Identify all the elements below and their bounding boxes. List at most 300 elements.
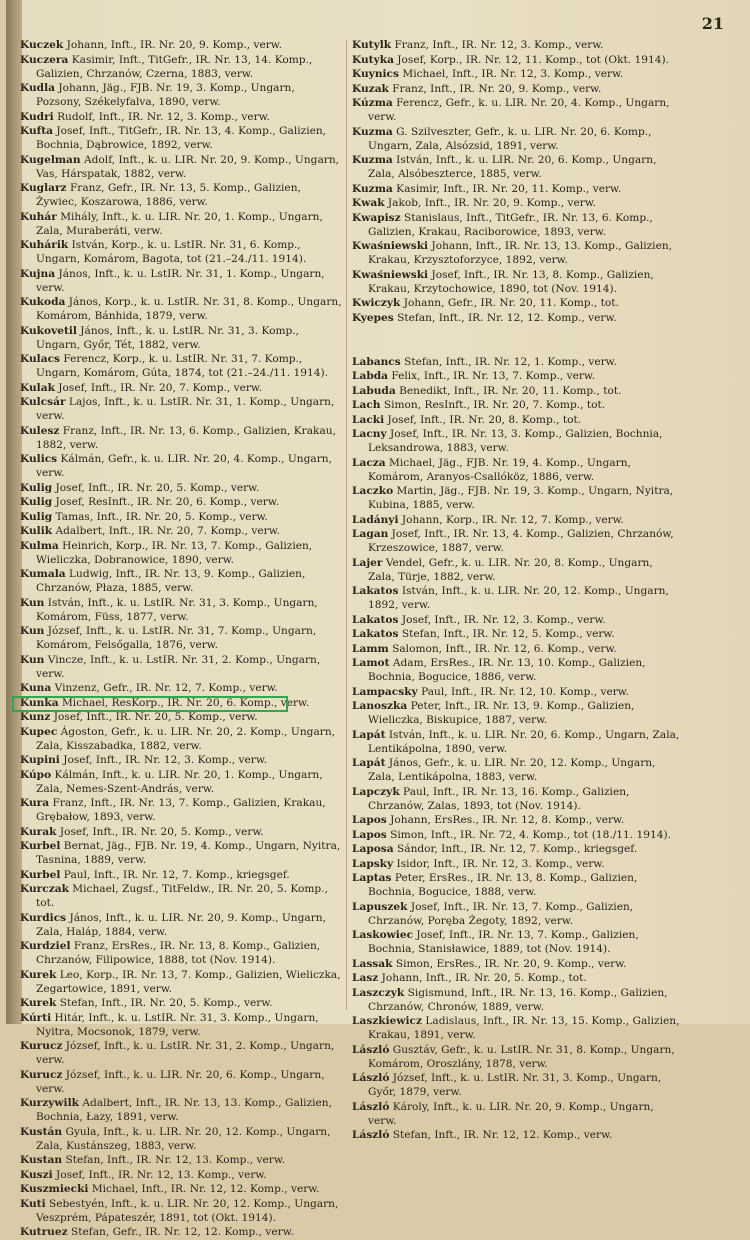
list-item	[352, 369, 680, 383]
entry-details: Johann, Jäg., FJB. Nr. 19, 3. Komp., Ungarn, Pozsony, Székelyfalva, 1890, verw.	[36, 82, 295, 108]
entry-details: Gusztáv, Gefr., k. u. LstIR. Nr. 31, 8. Komp., Ungarn, Komárom, Oroszlány, 1878, verw.	[368, 1043, 675, 1070]
list-item	[20, 267, 342, 295]
list-item	[352, 986, 680, 1014]
entry-details: Stefan, Inft., IR. Nr. 12, 5. Komp., verw.	[398, 628, 615, 640]
entry-surname: Kun	[20, 625, 45, 637]
list-item	[352, 96, 680, 124]
entry-details: Josef, Inft., TitGefr., IR. Nr. 13, 4. Komp., Galizien, Bochnia, Dąbrowice, 1892, verw.	[36, 125, 327, 151]
list-item	[352, 311, 680, 325]
entry-details: István, Inft., k. u. LIR. Nr. 20, 6. Komp., Ungarn, Zala, Alsóbeszterce, 1885, verw.	[368, 154, 657, 180]
list-item	[352, 1128, 680, 1142]
register-page	[6, 0, 750, 1238]
list-item	[352, 413, 680, 427]
list-item	[352, 296, 680, 310]
entry-surname: Lakatos	[352, 628, 399, 640]
entry-details: Peter, Inft., IR. Nr. 13, 9. Komp., Galizien, Wieliczka, Biskupice, 1887, verw.	[368, 700, 635, 726]
entry-details: Kálmán, Gefr., k. u. LIR. Nr. 20, 4. Komp., Ungarn, verw.	[36, 453, 332, 479]
list-item	[20, 1039, 342, 1067]
list-item	[352, 125, 680, 153]
entry-details: Vincze, Inft., k. u. LstIR. Nr. 31, 2. Komp., Ungarn, verw.	[36, 653, 321, 680]
entry-surname: Kuhárik	[20, 239, 69, 251]
entry-details: Martin, Jäg., FJB. Nr. 19, 3. Komp., Ungarn, Nyitra, Kubina, 1885, verw.	[368, 485, 674, 511]
entry-surname: Laszczyk	[352, 986, 405, 999]
list-item	[20, 510, 342, 524]
list-item	[20, 911, 342, 939]
entry-surname: Labda	[352, 370, 388, 382]
entry-details: Paul, Inft., IR. Nr. 13, 16. Komp., Galizien, Chrzanów, Zalas, 1893, tot (Nov. 1914).	[368, 785, 630, 812]
list-item	[20, 624, 342, 652]
entry-details: Vendel, Gefr., k. u. LIR. Nr. 20, 8. Komp., Ungarn, Zala, Türje, 1882, verw.	[368, 556, 653, 583]
entry-details: Josef, Inft., IR. Nr. 20, 5. Komp., verw.	[50, 711, 258, 723]
list-item	[352, 527, 680, 555]
entry-surname: Kulig	[20, 496, 53, 508]
entry-surname: Kutyka	[352, 53, 394, 66]
list-item	[352, 456, 680, 484]
entry-surname: Kustán	[20, 1125, 63, 1138]
entry-surname: Kulesz	[20, 424, 60, 437]
entry-surname: Kuna	[20, 682, 52, 694]
entry-surname: Kurucz	[20, 1040, 63, 1052]
entry-details: Stefan, Inft., IR. Nr. 12, 13. Komp., verw.	[62, 1154, 286, 1166]
entry-details: Heinrich, Korp., IR. Nr. 13, 7. Komp., Galizien, Wieliczka, Dobranowice, 1890, verw.	[36, 539, 313, 566]
list-item	[352, 268, 680, 296]
entry-details: Mihály, Inft., k. u. LIR. Nr. 20, 1. Komp., Ungarn, Zala, Muraberáti, verw.	[36, 210, 323, 237]
entry-surname: Kunka	[20, 696, 59, 709]
entry-details: Hitár, Inft., k. u. LstIR. Nr. 31, 3. Komp., Ungarn, Nyitra, Mocsonok, 1879, verw.	[36, 1011, 319, 1038]
entry-surname: Lapuszek	[352, 900, 408, 913]
list-item	[20, 1168, 342, 1182]
entry-surname: Labancs	[352, 355, 401, 368]
entry-details: Kasimir, Inft., TitGefr., IR. Nr. 13, 14. Komp., Galizien, Chrzanów, Czerna, 1883, verw.	[36, 53, 313, 80]
entry-details: Károly, Inft., k. u. LIR. Nr. 20, 9. Komp., Ungarn, verw.	[368, 1100, 654, 1127]
entry-surname: Kura	[20, 797, 50, 809]
entry-surname: László	[352, 1043, 390, 1056]
entry-surname: Lacny	[352, 428, 387, 440]
entry-details: Johann, Inft., IR. Nr. 20, 5. Komp., tot.	[378, 972, 587, 984]
entry-surname: Kurbel	[20, 840, 61, 852]
entry-surname: Kudri	[20, 110, 54, 123]
entry-details: János, Inft., k. u. LIR. Nr. 20, 9. Komp., Ungarn, Zala, Haláp, 1884, verw.	[36, 911, 326, 938]
entry-details: Gyula, Inft., k. u. LIR. Nr. 20, 12. Komp., Ungarn, Zala, Kustánszeg, 1883, verw.	[36, 1125, 331, 1152]
entry-surname: Kurczak	[20, 883, 69, 895]
list-item	[352, 728, 680, 756]
entry-details: Michael, ResKorp., IR. Nr. 20, 6. Komp., verw.	[58, 696, 310, 709]
entry-surname: Kuczek	[20, 39, 64, 51]
entry-details: Stefan, Inft., IR. Nr. 12, 12. Komp., verw.	[393, 311, 617, 324]
entry-details: Stefan, Gefr., IR. Nr. 12, 12. Komp., verw.	[67, 1226, 294, 1238]
list-item	[20, 295, 342, 323]
entry-details: István, Inft., k. u. LIR. Nr. 20, 12. Komp., Ungarn, 1892, verw.	[368, 585, 669, 611]
entry-surname: Kurak	[20, 825, 57, 838]
list-item	[20, 210, 342, 238]
entry-surname: Kukoda	[20, 296, 66, 308]
entry-surname: Kúpo	[20, 768, 52, 781]
list-item	[20, 825, 342, 839]
entry-surname: Laskowiec	[352, 929, 414, 941]
entry-details: Michael, Zugsf., TitFeldw., IR. Nr. 20, 5. Komp., tot.	[36, 883, 328, 909]
entry-details: Adalbert, Inft., IR. Nr. 20, 7. Komp., verw.	[52, 525, 280, 537]
entry-details: Jakob, Inft., IR. Nr. 20, 9. Komp., verw.	[384, 197, 597, 209]
left-column	[20, 38, 342, 1240]
list-item	[20, 124, 342, 152]
entry-details: István, Inft., k. u. LstIR. Nr. 31, 3. Komp., Ungarn, Komárom, Füss, 1877, verw.	[36, 596, 318, 623]
entry-details: József, Inft., k. u. LIR. Nr. 20, 6. Komp., Ungarn, verw.	[36, 1068, 325, 1095]
entry-details: Josef, Inft., IR. Nr. 13, 4. Komp., Galizien, Chrzanów, Krzeszowice, 1887, verw.	[368, 528, 674, 554]
entry-surname: Kulig	[20, 510, 53, 523]
entry-surname: Kukovetil	[20, 324, 77, 337]
entry-details: Ferencz, Korp., k. u. LstIR. Nr. 31, 7. Komp., Ungarn, Komárom, Gúta, 1874, tot (21.–24./11. 1914).	[36, 353, 328, 379]
entry-details: Salomon, Inft., IR. Nr. 12, 6. Komp., verw.	[388, 642, 617, 655]
entry-surname: Kurdziel	[20, 940, 71, 952]
entry-details: Johann, Inft., IR. Nr. 13, 13. Komp., Galizien, Krakau, Krzysztoforzyce, 1892, verw.	[368, 240, 673, 266]
entry-details: Bernat, Jäg., FJB. Nr. 19, 4. Komp., Ungarn, Nyitra, Tasnina, 1889, verw.	[36, 840, 341, 866]
list-item	[20, 452, 342, 480]
entry-surname: Kulics	[20, 453, 58, 465]
entry-surname: Kun	[20, 653, 45, 666]
list-item	[20, 1225, 342, 1239]
list-item	[20, 524, 342, 538]
entry-surname: Lapczyk	[352, 785, 400, 798]
entry-details: Rudolf, Inft., IR. Nr. 12, 3. Komp., verw.	[53, 110, 270, 123]
entry-details: Josef, Inft., IR. Nr. 13, 7. Komp., Galizien, Bochnia, Stanisławice, 1889, tot (Nov. 1914).	[368, 929, 639, 955]
entry-surname: Lapos	[352, 814, 387, 826]
entry-details: Josef, Inft., IR. Nr. 20, 5. Komp., verw.	[52, 481, 260, 494]
entry-list	[20, 38, 342, 1239]
entry-surname: Ladányi	[352, 513, 399, 526]
entry-surname: Kuynics	[352, 68, 399, 80]
entry-details: Josef, Inft., IR. Nr. 12, 3. Komp., verw.	[398, 613, 606, 626]
entry-details: Josef, Inft., IR. Nr. 13, 8. Komp., Galizien, Krakau, Krzytochowice, 1890, tot (Nov. 1914).	[368, 268, 654, 295]
entry-surname: Kuzma	[352, 125, 393, 138]
list-item	[352, 153, 680, 181]
entry-surname: Kutruez	[20, 1226, 68, 1238]
list-item	[20, 996, 342, 1010]
list-item	[352, 53, 680, 67]
entry-details: G. Szilveszter, Gefr., k. u. LIR. Nr. 20, 6. Komp., Ungarn, Zala, Alsózsid, 1891, verw.	[368, 125, 652, 152]
entry-details: Franz, Gefr., IR. Nr. 13, 5. Komp., Galizien, Żywiec, Koszarowa, 1886, verw.	[36, 182, 301, 208]
entry-surname: Kulma	[20, 539, 59, 552]
entry-surname: Kwaśniewski	[352, 240, 429, 252]
entry-surname: Kufta	[20, 125, 53, 137]
list-item	[20, 1125, 342, 1153]
list-item	[20, 939, 342, 967]
list-item	[20, 882, 342, 910]
entry-surname: Kuzak	[352, 82, 389, 95]
entry-details: Felix, Inft., IR. Nr. 13, 7. Komp., verw.	[388, 370, 596, 382]
list-item	[20, 110, 342, 124]
entry-details: József, Inft., k. u. LstIR. Nr. 31, 7. Komp., Ungarn, Komárom, Felsőgalla, 1876, verw.	[36, 625, 317, 651]
entry-surname: Kyepes	[352, 311, 394, 324]
list-item	[20, 768, 342, 796]
entry-details: Josef, ResInft., IR. Nr. 20, 6. Komp., verw.	[52, 496, 280, 508]
entry-surname: Kulcsár	[20, 396, 66, 408]
entry-details: Franz, ErsRes., IR. Nr. 13, 8. Komp., Galizien, Chrzanów, Filipowice, 1888, tot (Nov. 1914).	[36, 940, 321, 966]
list-item	[352, 239, 680, 267]
entry-details: Sigismund, Inft., IR. Nr. 13, 16. Komp., Galizien, Chrzanów, Chronów, 1889, verw.	[368, 986, 668, 1013]
list-item	[352, 398, 680, 412]
list-item	[20, 696, 342, 710]
list-item	[20, 753, 342, 767]
entry-surname: Kurbel	[20, 868, 61, 881]
list-item	[20, 324, 342, 352]
entry-surname: Kurucz	[20, 1068, 63, 1081]
list-item	[352, 785, 680, 813]
list-item	[352, 685, 680, 699]
entry-surname: Lakatos	[352, 613, 399, 626]
entry-details: Johann, Korp., IR. Nr. 12, 7. Komp., verw.	[398, 513, 624, 526]
entry-surname: Kwak	[352, 197, 385, 209]
entry-details: Adam, ErsRes., IR. Nr. 13, 10. Komp., Galizien, Bochnia, Bogucice, 1886, verw.	[368, 657, 646, 683]
list-item	[352, 842, 680, 856]
entry-details: Simon, ErsRes., IR. Nr. 20, 9. Komp., verw.	[392, 957, 627, 970]
entry-surname: Lampacsky	[352, 685, 418, 698]
entry-surname: Labuda	[352, 384, 396, 397]
entry-surname: Kujna	[20, 267, 56, 280]
entry-details: Josef, Inft., IR. Nr. 12, 13. Komp., verw.	[52, 1168, 267, 1181]
entry-surname: Kupini	[20, 754, 60, 766]
entry-details: Peter, ErsRes., IR. Nr. 13, 8. Komp., Galizien, Bochnia, Bogucice, 1888, verw.	[368, 872, 638, 898]
entry-surname: Lajer	[352, 556, 383, 569]
list-item	[20, 481, 342, 495]
entry-details: Simon, ResInft., IR. Nr. 20, 7. Komp., tot.	[380, 399, 606, 411]
entry-details: Stefan, Inft., IR. Nr. 12, 12. Komp., verw.	[389, 1129, 613, 1141]
entry-surname: Lapát	[352, 728, 386, 741]
list-item	[352, 355, 680, 369]
list-item	[352, 857, 680, 871]
entry-surname: Kun	[20, 596, 45, 609]
entry-details: Lajos, Inft., k. u. LstIR. Nr. 31, 1. Komp., Ungarn, verw.	[36, 396, 335, 422]
entry-surname: Kuzma	[352, 154, 393, 166]
list-item	[352, 1043, 680, 1071]
list-item	[352, 484, 680, 512]
entry-details: Ludwig, Inft., IR. Nr. 13, 9. Komp., Galizien, Chrzanów, Płaza, 1885, verw.	[36, 568, 306, 594]
entry-details: István, Inft., k. u. LIR. Nr. 20, 6. Komp., Ungarn, Zala, Lentikápolna, 1890, verw.	[368, 728, 680, 755]
entry-surname: Kuti	[20, 1197, 46, 1210]
list-item	[20, 395, 342, 423]
list-item	[352, 556, 680, 584]
entry-surname: Lacki	[352, 413, 385, 426]
entry-details: Ágoston, Gefr., k. u. LIR. Nr. 20, 2. Komp., Ungarn, Zala, Kisszabadka, 1882, verw.	[36, 725, 336, 752]
list-item	[20, 725, 342, 753]
entry-surname: Kulig	[20, 481, 53, 494]
list-item	[352, 584, 680, 612]
list-item	[352, 211, 680, 239]
entry-details: Franz, Inft., IR. Nr. 20, 9. Komp., verw.	[388, 82, 602, 95]
entry-surname: Laposa	[352, 843, 394, 855]
entry-surname: Lapát	[352, 757, 386, 769]
list-item	[20, 1011, 342, 1039]
list-item	[20, 839, 342, 867]
entry-details: Stefan, Inft., IR. Nr. 12, 1. Komp., verw.	[400, 355, 617, 368]
entry-surname: Kurdics	[20, 911, 67, 924]
list-item	[20, 238, 342, 266]
list-item	[20, 153, 342, 181]
list-item	[20, 1096, 342, 1124]
entry-surname: Kurek	[20, 968, 57, 981]
entry-surname: Kumala	[20, 568, 66, 580]
entry-details: Johann, ErsRes., IR. Nr. 12, 8. Komp., verw.	[386, 814, 625, 826]
list-item	[352, 900, 680, 928]
list-item	[20, 1153, 342, 1167]
entry-surname: Kwiczyk	[352, 297, 401, 309]
entry-details: Benedikt, Inft., IR. Nr. 20, 11. Komp., tot.	[395, 384, 622, 397]
entry-details: Leo, Korp., IR. Nr. 13, 7. Komp., Galizien, Wieliczka, Zegartowice, 1891, verw.	[36, 968, 341, 995]
entry-surname: Kuszi	[20, 1168, 53, 1181]
entry-details: Kasimir, Inft., IR. Nr. 20, 11. Komp., verw.	[392, 182, 622, 195]
entry-surname: Kutylk	[352, 39, 392, 51]
list-item	[352, 1014, 680, 1042]
list-item	[20, 681, 342, 695]
entry-surname: Lapos	[352, 828, 387, 841]
entry-surname: László	[352, 1129, 390, 1141]
entry-list-k	[352, 38, 680, 325]
list-item	[352, 67, 680, 81]
list-item	[20, 38, 342, 52]
list-item	[352, 427, 680, 455]
entry-surname: Kustan	[20, 1154, 63, 1166]
list-item	[20, 868, 342, 882]
entry-surname: Lassak	[352, 957, 393, 970]
list-item	[352, 928, 680, 956]
list-item	[352, 971, 680, 985]
entry-details: Ferencz, Gefr., k. u. LIR. Nr. 20, 4. Komp., Ungarn, verw.	[368, 97, 670, 123]
entry-surname: Lanoszka	[352, 700, 408, 712]
list-item	[20, 539, 342, 567]
list-item	[352, 756, 680, 784]
entry-surname: Laszkiewicz	[352, 1015, 423, 1027]
entry-details: Ladislaus, Inft., IR. Nr. 13, 15. Komp., Galizien, Krakau, 1891, verw.	[368, 1015, 680, 1041]
list-item	[20, 424, 342, 452]
entry-surname: Lacza	[352, 456, 386, 469]
list-item	[352, 627, 680, 641]
entry-details: Josef, Inft., IR. Nr. 20, 7. Komp., verw.	[54, 381, 263, 394]
list-item	[20, 81, 342, 109]
entry-details: Adolf, Inft., k. u. LIR. Nr. 20, 9. Komp., Ungarn, Vas, Hárspatak, 1882, verw.	[36, 153, 340, 180]
list-item	[352, 1071, 680, 1099]
entry-details: Stanislaus, Inft., TitGefr., IR. Nr. 13, 6. Komp., Galizien, Krakau, Raciborowice, 1893, verw.	[368, 211, 653, 238]
list-item	[20, 1182, 342, 1196]
list-item	[352, 656, 680, 684]
list-item	[352, 38, 680, 52]
list-item	[352, 813, 680, 827]
entry-surname: Kurek	[20, 997, 57, 1009]
entry-surname: Kulak	[20, 381, 55, 394]
entry-surname: Lasz	[352, 972, 379, 984]
entry-surname: Lagan	[352, 528, 389, 540]
entry-details: János, Inft., k. u. LstIR. Nr. 31, 1. Komp., Ungarn, verw.	[36, 267, 325, 294]
entry-details: János, Inft., k. u. LstIR. Nr. 31, 3. Komp., Ungarn, Győr, Tét, 1882, verw.	[36, 324, 300, 351]
entry-details: Johann, Inft., IR. Nr. 20, 9. Komp., verw.	[63, 39, 282, 51]
entry-details: Josef, Inft., IR. Nr. 20, 5. Komp., verw.	[56, 825, 264, 838]
entry-surname: Kulacs	[20, 353, 60, 365]
entry-details: Josef, Inft., IR. Nr. 13, 3. Komp., Galizien, Bochnia, Leksandrowa, 1883, verw.	[368, 428, 663, 454]
entry-details: Michael, Inft., IR. Nr. 12, 12. Komp., verw.	[88, 1183, 320, 1195]
entry-surname: Kunz	[20, 711, 51, 723]
entry-surname: Lach	[352, 399, 381, 411]
entry-surname: Kugelman	[20, 153, 81, 166]
list-item	[20, 710, 342, 724]
entry-surname: Lapsky	[352, 857, 394, 870]
list-item	[352, 828, 680, 842]
entry-surname: Lamot	[352, 657, 390, 669]
right-column	[352, 38, 680, 1143]
entry-details: Franz, Inft., IR. Nr. 13, 7. Komp., Galizien, Krakau, Grębałow, 1893, verw.	[36, 797, 326, 823]
entry-surname: Kuzma	[352, 182, 393, 195]
list-item	[20, 567, 342, 595]
entry-details: Tamas, Inft., IR. Nr. 20, 5. Komp., verw.	[52, 510, 268, 523]
entry-details: Kálmán, Inft., k. u. LIR. Nr. 20, 1. Komp., Ungarn, Zala, Nemes-Szent-András, verw.	[36, 768, 323, 795]
list-item	[20, 495, 342, 509]
list-item	[20, 653, 342, 681]
entry-details: József, Inft., k. u. LstIR. Nr. 31, 3. Komp., Ungarn, Győr, 1879, verw.	[368, 1072, 662, 1098]
entry-details: Josef, Korp., IR. Nr. 12, 11. Komp., tot (Okt. 1914).	[393, 53, 669, 66]
list-item	[20, 596, 342, 624]
entry-details: Sándor, Inft., IR. Nr. 12, 7. Komp., kriegsgef.	[393, 843, 638, 855]
entry-surname: Lamm	[352, 642, 389, 655]
list-item	[20, 53, 342, 81]
list-item	[352, 871, 680, 899]
entry-surname: Kwapisz	[352, 211, 401, 224]
entry-details: István, Korp., k. u. LstIR. Nr. 31, 6. Komp., Ungarn, Komárom, Bagota, tot (21.–24./11. 1914).	[36, 239, 307, 265]
list-item	[20, 1068, 342, 1096]
entry-details: Stefan, Inft., IR. Nr. 20, 5. Komp., verw.	[56, 997, 273, 1009]
entry-surname: Kurzywilk	[20, 1097, 79, 1109]
entry-details: Isidor, Inft., IR. Nr. 12, 3. Komp., verw.	[393, 857, 605, 870]
entry-details: Paul, Inft., IR. Nr. 12, 7. Komp., kriegsgef.	[60, 868, 290, 881]
list-item	[20, 796, 342, 824]
page-number: 21	[701, 14, 724, 33]
list-item	[352, 957, 680, 971]
list-item	[352, 642, 680, 656]
list-item	[352, 384, 680, 398]
entry-details: Simon, Inft., IR. Nr. 72, 4. Komp., tot (18./11. 1914).	[386, 828, 671, 841]
entry-details: Michael, Inft., IR. Nr. 12, 3. Komp., verw.	[398, 68, 624, 80]
list-item	[20, 352, 342, 380]
entry-details: József, Inft., k. u. LstIR. Nr. 31, 2. Komp., Ungarn, verw.	[36, 1040, 335, 1066]
column-divider	[346, 40, 347, 1010]
entry-details: Michael, Jäg., FJB. Nr. 19, 4. Komp., Ungarn, Komárom, Aranyos-Csallóköz, 1886, verw.	[368, 456, 631, 483]
entry-details: János, Gefr., k. u. LIR. Nr. 20, 12. Komp., Ungarn, Zala, Lentikápolna, 1883, verw.	[368, 757, 656, 783]
entry-details: Sebestyén, Inft., k. u. LIR. Nr. 20, 12. Komp., Ungarn, Veszprém, Pápateszér, 1891, tot (Okt. 1914).	[36, 1197, 339, 1224]
list-item	[352, 196, 680, 210]
entry-surname: Kúzma	[352, 97, 393, 109]
entry-surname: Kupec	[20, 725, 58, 738]
entry-surname: László	[352, 1100, 390, 1113]
entry-surname: Kúrti	[20, 1011, 52, 1024]
entry-details: Paul, Inft., IR. Nr. 12, 10. Komp., verw.	[417, 685, 629, 698]
entry-surname: Kulik	[20, 525, 53, 537]
list-item	[20, 181, 342, 209]
entry-surname: Kuglarz	[20, 182, 67, 194]
entry-details: Vinzenz, Gefr., IR. Nr. 12, 7. Komp., verw.	[51, 682, 278, 694]
list-item	[20, 968, 342, 996]
entry-details: Johann, Gefr., IR. Nr. 20, 11. Komp., tot.	[400, 297, 619, 309]
entry-surname: Kwaśniewski	[352, 268, 429, 281]
entry-surname: Kuczera	[20, 53, 69, 66]
entry-details: Josef, Inft., IR. Nr. 12, 3. Komp., verw.	[59, 754, 268, 766]
list-item	[352, 82, 680, 96]
list-item	[352, 182, 680, 196]
entry-details: János, Korp., k. u. LstIR. Nr. 31, 8. Komp., Ungarn, Komárom, Bánhida, 1879, verw.	[36, 296, 342, 322]
list-item	[352, 513, 680, 527]
entry-surname: László	[352, 1072, 390, 1084]
entry-surname: Kuszmiecki	[20, 1183, 89, 1195]
list-item	[352, 699, 680, 727]
entry-surname: Kudla	[20, 82, 55, 94]
entry-details: Adalbert, Inft., IR. Nr. 13, 13. Komp., Galizien, Bochnia, Łazy, 1891, verw.	[36, 1097, 333, 1123]
entry-details: Franz, Inft., IR. Nr. 12, 3. Komp., verw.	[391, 39, 604, 51]
list-item	[20, 381, 342, 395]
